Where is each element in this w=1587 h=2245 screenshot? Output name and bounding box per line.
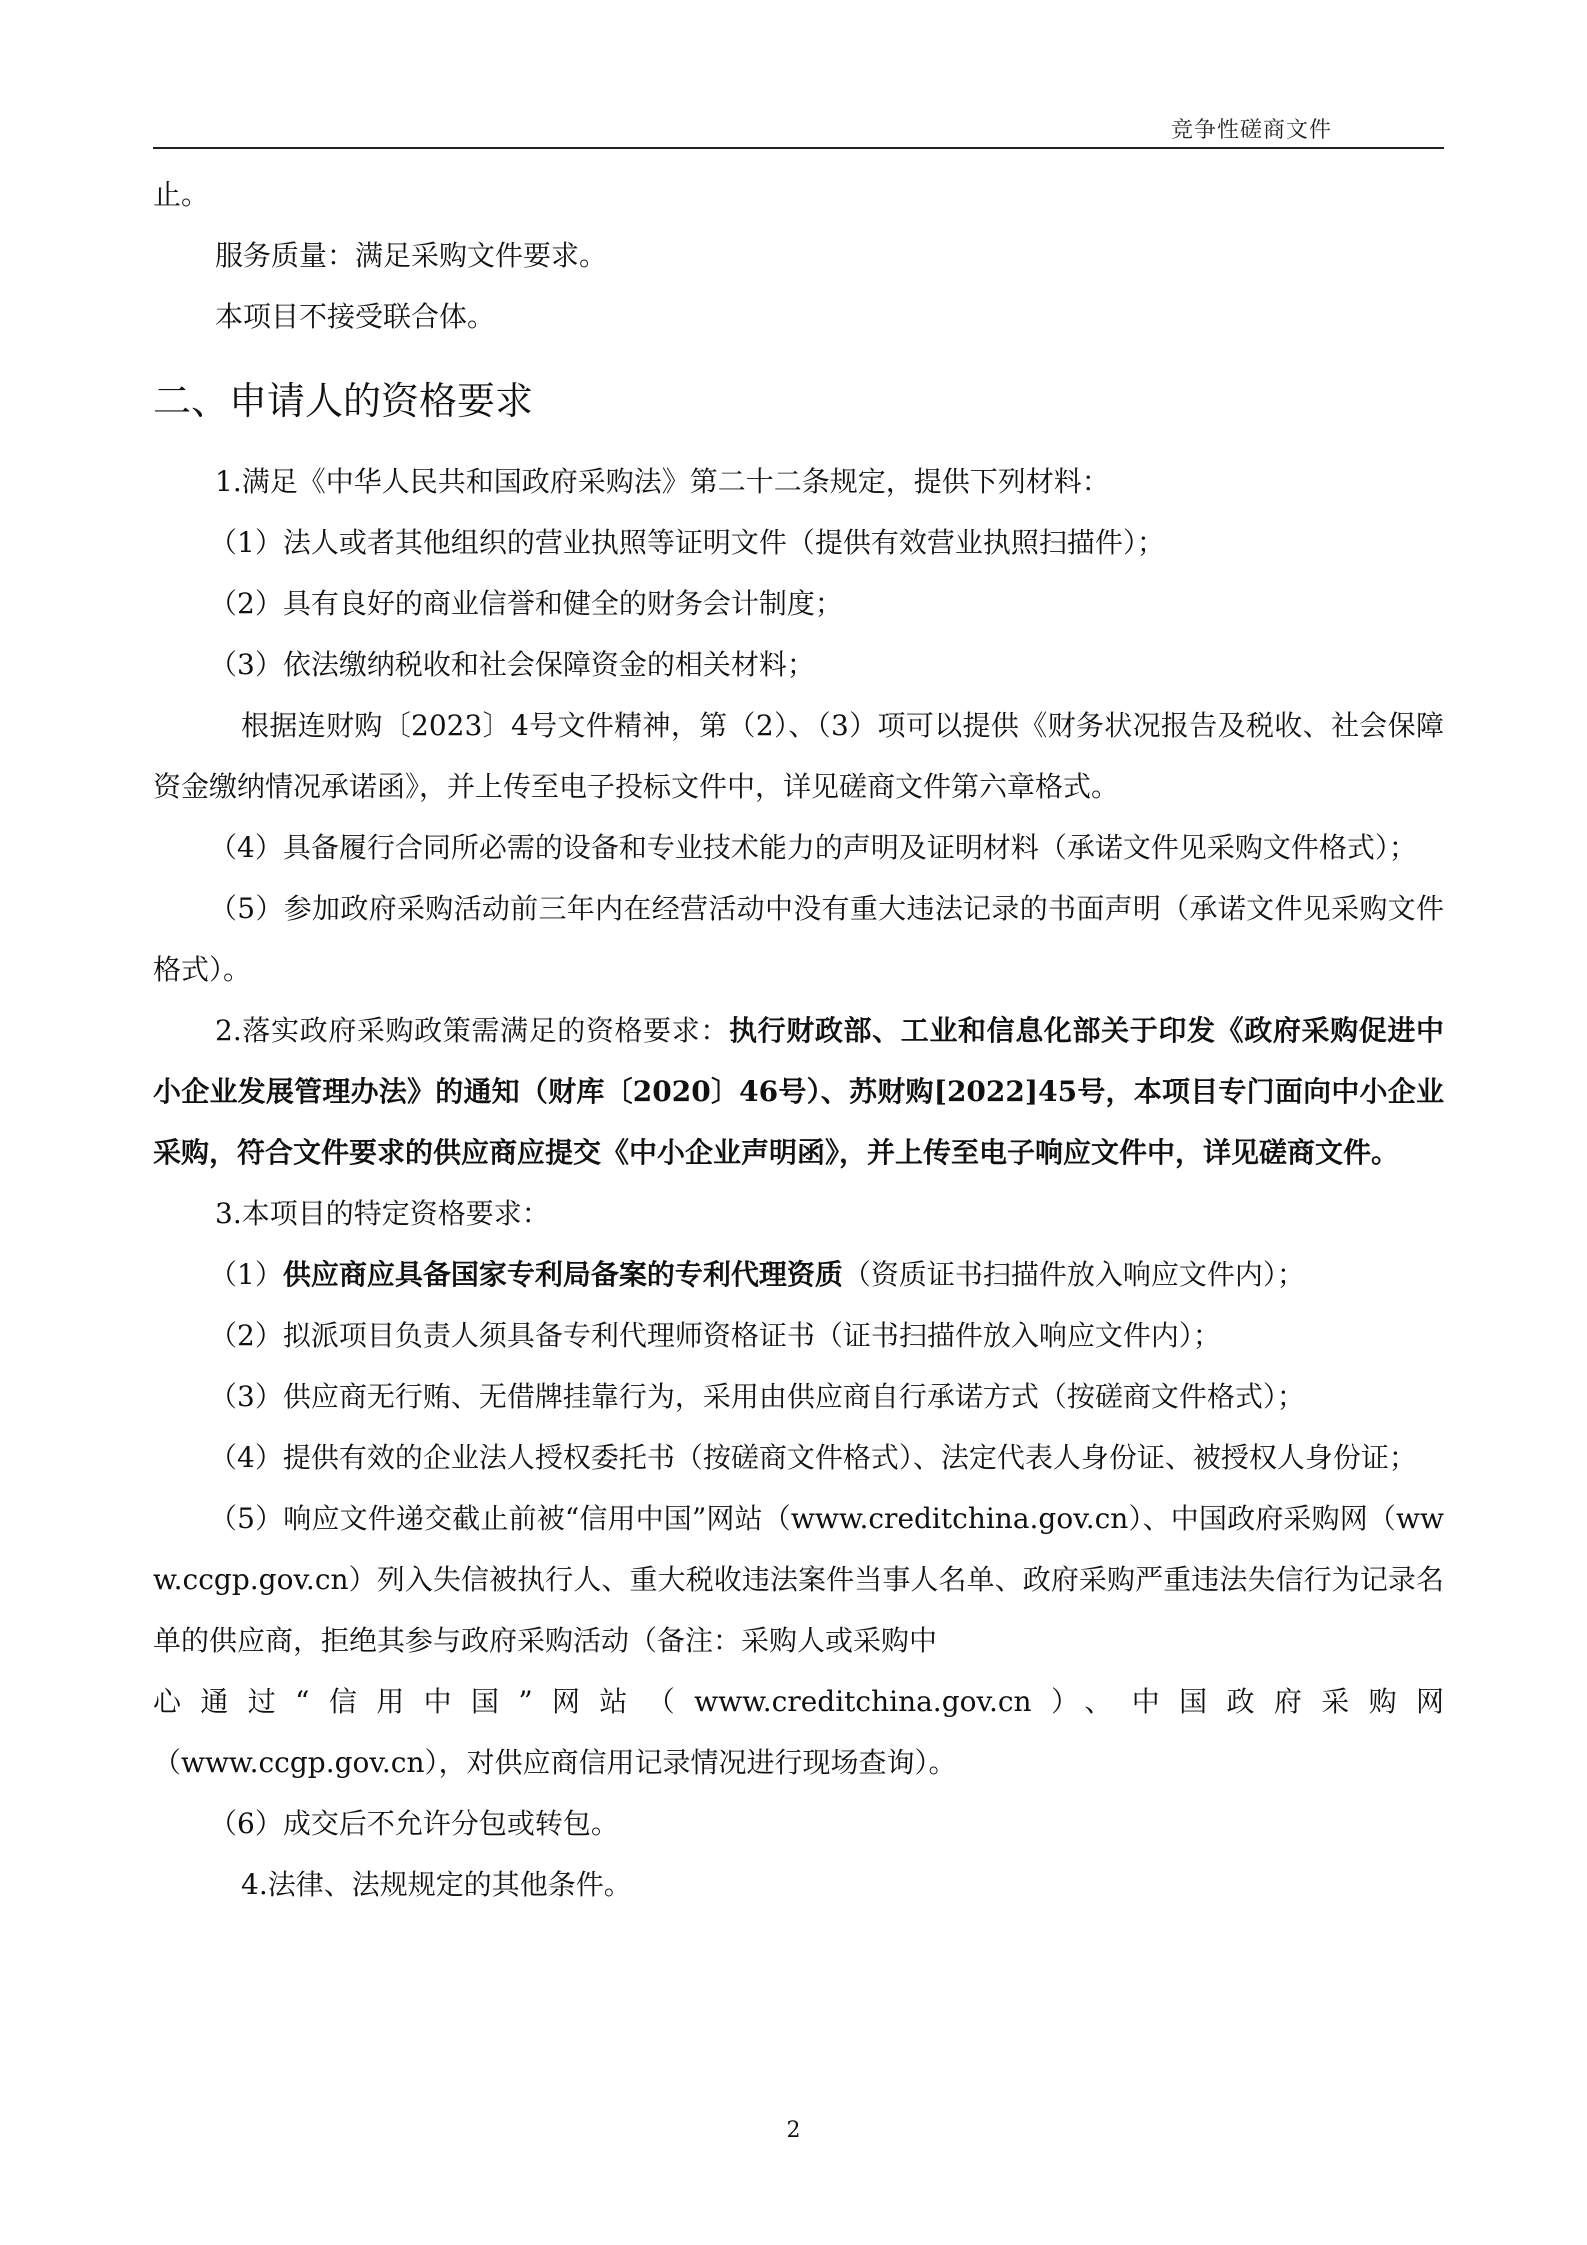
paragraph-no-consortium: 本项目不接受联合体。 [215,300,496,333]
list-item-note: （资质证书扫描件放入响应文件内）； [842,1258,1305,1291]
list-item: （3）依法缴纳税收和社会保障资金的相关材料； [209,648,815,681]
header-divider [153,147,1444,149]
list-item-credit-check: （5）响应文件递交截止前被“信用中国”网站（www.creditchina.gov.cn）、中国政府采购网（www.ccgp.gov.cn）列入失信被执行人、重大税收违法案件当事人名单、政府采购严重违法失信行为记录名单的供应商，拒绝其参与政府采购活动（备注：采购人或采购中 [153,1502,1444,1657]
paragraph-document-note: 根据连财购〔2023〕4号文件精神，第（2）、（3）项可以提供《财务状况报告及税收、社会保障资金缴纳情况承诺函》，并上传至电子投标文件中，详见磋商文件第六章格式。 [153,709,1444,803]
list-item: （4）提供有效的企业法人授权委托书（按磋商文件格式）、法定代表人身份证、被授权人身份证； [209,1441,1417,1474]
paragraph-service-quality: 服务质量：满足采购文件要求。 [215,239,608,272]
list-item: （4）具备履行合同所必需的设备和专业技术能力的声明及证明材料（承诺文件见采购文件格式）； [209,831,1417,864]
list-item: （2）具有良好的商业信誉和健全的财务会计制度； [209,587,843,620]
list-item-credit-check-continued: 心通过“信用中国”网站（www.creditchina.gov.cn）、中国政府采购网 [153,1685,1444,1718]
list-item: （5）参加政府采购活动前三年内在经营活动中没有重大违法记录的书面声明（承诺文件见采购文件格式）。 [153,892,1444,986]
paragraph-continuation: 止。 [153,178,210,211]
list-item-credit-check-end: （www.ccgp.gov.cn），对供应商信用记录情况进行现场查询）。 [153,1746,957,1779]
document-body [153,164,1444,1915]
list-item-number: （1） [209,1258,283,1291]
paragraph-requirement-4: 4.法律、法规规定的其他条件。 [241,1868,632,1901]
list-item: （6）成交后不允许分包或转包。 [209,1807,619,1840]
list-item: （3）供应商无行贿、无借牌挂靠行为，采用由供应商自行承诺方式（按磋商文件格式）； [209,1380,1305,1413]
page-number: 2 [786,2118,801,2143]
paragraph-requirement-1: 1.满足《中华人民共和国政府采购法》第二十二条规定，提供下列材料： [215,465,1110,498]
paragraph-requirement-2 [153,1000,1444,1183]
list-item-emphasis: 供应商应具备国家专利局备案的专利代理资质 [282,1258,843,1291]
list-item: （1）法人或者其他组织的营业执照等证明文件（提供有效营业执照扫描件）； [209,526,1165,559]
list-item [153,1244,1444,1305]
section-heading: 二、申请人的资格要求 [153,379,534,423]
list-item: （2）拟派项目负责人须具备专利代理师资格证书（证书扫描件放入响应文件内）； [209,1319,1221,1352]
document-header-title: 竞争性磋商文件 [1170,118,1332,143]
paragraph-requirement-3: 3.本项目的特定资格要求： [215,1197,550,1230]
requirement-2-lead: 2.落实政府采购政策需满足的资格要求： [215,1014,729,1047]
requirement-2-policy: 执行财政部、工业和信息化部关于印发《政府采购促进中小企业发展管理办法》的通知（财库〔2020〕46号）、苏财购[2022]45号，本项目专门面向中小企业采购，符合文件要求的供应商应提交《中小企业声明函》，并上传至电子响应文件中，详见磋商文件。 [153,1014,1444,1169]
